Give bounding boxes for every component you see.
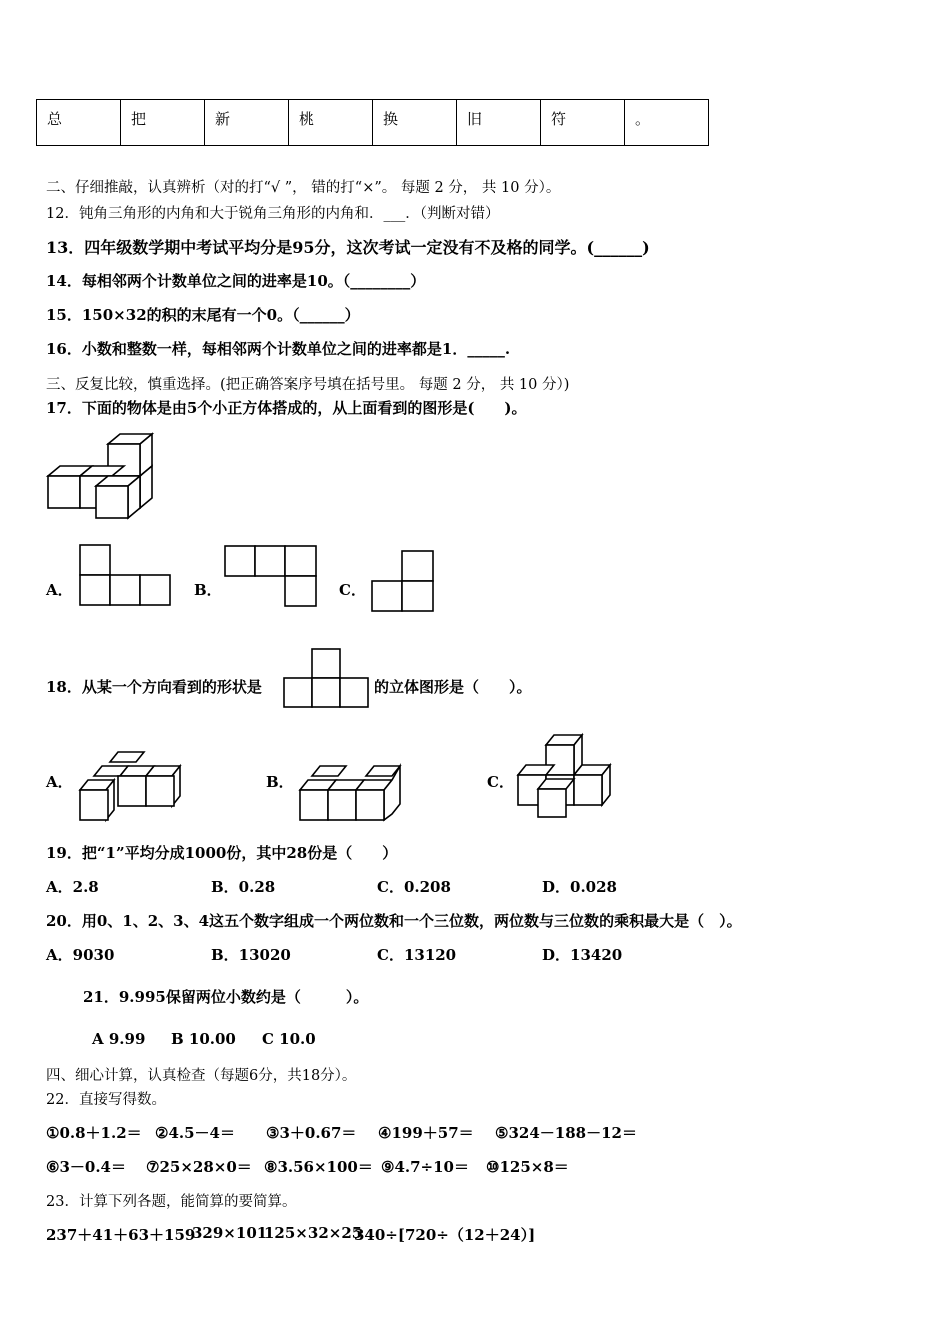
question-13: 13．四年级数学期中考试平均分是95分，这次考试一定没有不及格的同学。(______): [46, 238, 650, 257]
q22-item: ①0.8＋1.2＝: [46, 1124, 142, 1142]
table-cell: 总: [37, 100, 121, 146]
section4-heading: 四、细心计算，认真检查（每题6分，共18分）。: [46, 1068, 357, 1084]
q17-option-b-label: B．: [194, 581, 222, 599]
question-19: 19．把“1”平均分成1000份，其中28份是（ ）: [46, 844, 398, 862]
q22-item: ⑥3－0.4＝: [46, 1158, 126, 1176]
table-cell: 符: [541, 100, 625, 146]
table-cell: 旧: [457, 100, 541, 146]
question-20: 20．用0、1、2、3、4这五个数字组成一个两位数和一个三位数，两位数与三位数的乘积最大是（ ）。: [46, 912, 742, 930]
q18-option-a-label: A．: [46, 773, 73, 791]
q20-option-d: D．13420: [542, 946, 623, 964]
q21-option-c: C 10.0: [262, 1030, 316, 1048]
table-cell: 把: [121, 100, 205, 146]
q17-cube-figure: [46, 432, 156, 520]
q22-item: ⑩125×8＝: [486, 1158, 569, 1176]
q21-option-b: B 10.00: [171, 1030, 236, 1048]
q21-option-a: A 9.99: [92, 1030, 146, 1048]
q19-option-a: A．2.8: [46, 878, 99, 896]
character-table: [36, 99, 709, 146]
q18-view-figure: [283, 647, 371, 709]
q23-item: 329×101: [192, 1224, 268, 1242]
table-cell: 。: [625, 100, 709, 146]
q17-option-c-label: C．: [339, 581, 366, 599]
q19-option-d: D．0.028: [542, 878, 617, 896]
q22-item: ⑦25×28×0＝: [146, 1158, 252, 1176]
section3-heading: 三、反复比较，慎重选择。(把正确答案序号填在括号里。 每题 2 分， 共 10 分）): [46, 377, 570, 393]
q23-item: 340÷[720÷（12＋24）]: [354, 1226, 536, 1244]
q22-item: ⑤324－188－12＝: [495, 1124, 637, 1142]
question-16: 16．小数和整数一样，每相邻两个计数单位之间的进率都是1．_____.: [46, 340, 511, 358]
q17-option-a-label: A．: [46, 581, 73, 599]
table-cell: 换: [373, 100, 457, 146]
q20-option-c: C．13120: [377, 946, 457, 964]
q18-option-b-figure: [300, 764, 406, 822]
q17-option-c-figure: [371, 549, 435, 613]
table-cell: 新: [205, 100, 289, 146]
q19-option-c: C．0.208: [377, 878, 451, 896]
question-22: 22．直接写得数。: [46, 1092, 166, 1108]
question-12: 12．钝角三角形的内角和大于锐角三角形的内角和．___．（判断对错）: [46, 206, 500, 222]
question-17: 17．下面的物体是由5个小正方体搭成的，从上面看到的图形是( )。: [46, 399, 527, 417]
question-15: 15．150×32的积的末尾有一个0。（______）: [46, 306, 360, 324]
q18-option-b-label: B．: [266, 773, 294, 791]
question-21: 21．9.995保留两位小数约是（ ）。: [83, 988, 369, 1006]
table-cell: 桃: [289, 100, 373, 146]
q22-item: ⑧3.56×100＝: [264, 1158, 373, 1176]
q22-item: ②4.5－4＝: [155, 1124, 235, 1142]
q19-option-b: B．0.28: [211, 878, 276, 896]
q18-option-a-figure: [80, 750, 184, 822]
q20-option-b: B．13020: [211, 946, 291, 964]
q17-option-b-figure: [224, 544, 318, 608]
q23-item: 125×32×25: [264, 1224, 363, 1242]
question-18-text-end: 的立体图形是（ ）。: [374, 678, 532, 696]
q17-option-a-figure: [79, 543, 171, 607]
q22-item: ④199＋57＝: [378, 1124, 474, 1142]
q22-item: ⑨4.7÷10＝: [381, 1158, 469, 1176]
q20-option-a: A．9030: [46, 946, 115, 964]
section2-heading: 二、仔细推敲，认真辨析（对的打“√ ”， 错的打“×”。 每题 2 分， 共 10 分）。: [46, 180, 561, 196]
q18-option-c-label: C．: [487, 773, 514, 791]
question-18-text: 18．从某一个方向看到的形状是: [46, 678, 262, 696]
q22-item: ③3＋0.67＝: [266, 1124, 357, 1142]
question-14: 14．每相邻两个计数单位之间的进率是10。（________）: [46, 272, 426, 290]
q23-item: 237＋41＋63＋159: [46, 1226, 196, 1244]
q18-option-c-figure: [518, 733, 614, 819]
question-23: 23．计算下列各题，能简算的要简算。: [46, 1194, 297, 1210]
